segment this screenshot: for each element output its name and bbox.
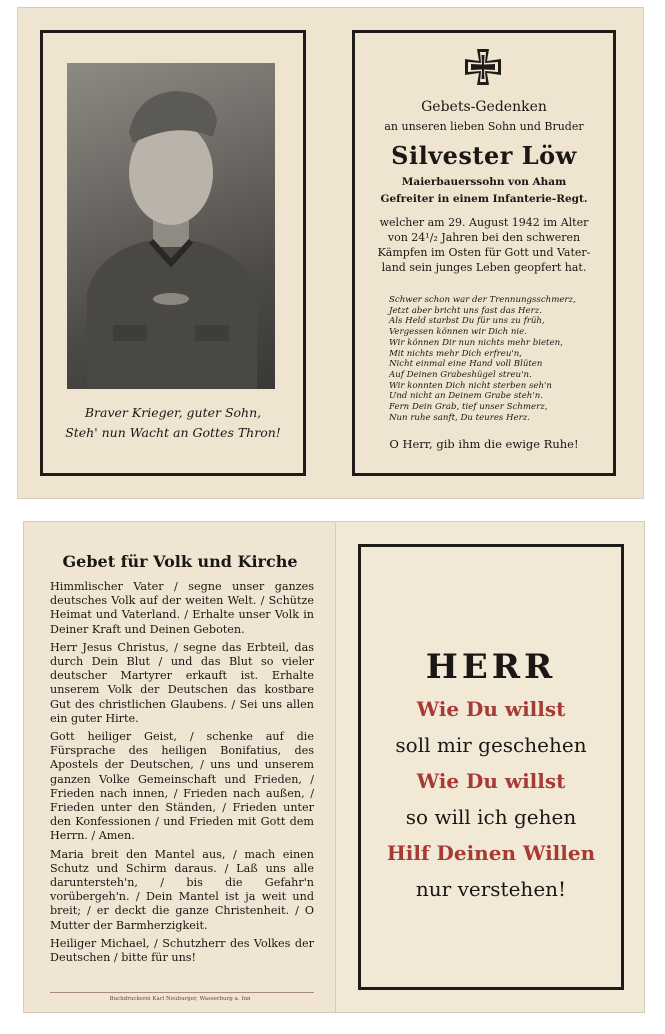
prayer-text: [50, 580, 314, 969]
herr-heading: HERR: [425, 647, 557, 687]
dedication-line: an unseren lieben Sohn und Bruder: [384, 120, 584, 133]
prayer-paragraph: Heiliger Michael, / Schutzherr des Volkes der Deutschen / bitte für uns!: [50, 936, 314, 965]
death-line: von 24¹/₂ Jahren bei den schweren: [387, 231, 581, 244]
death-notice: [369, 215, 599, 275]
photo-caption: [43, 403, 303, 443]
soldier-silhouette: [67, 63, 275, 389]
memorial-card-front: [18, 8, 643, 498]
poem-line: Auf Deinen Grabeshügel streu'n.: [389, 369, 532, 380]
motto-line: nur verstehen!: [415, 877, 567, 901]
motto-line: soll mir geschehen: [395, 733, 587, 757]
origin-line: Maierbauerssohn von Aham: [401, 176, 567, 188]
motto-line-red: Hilf Deinen Willen: [386, 841, 596, 865]
rank-line: Gefreiter in einem Infanterie-Regt.: [380, 193, 588, 205]
iron-cross-icon: [463, 47, 503, 87]
prayer-paragraph: Himmlischer Vater / segne unser ganzes deutsches Volk auf der weiten Welt. / Schütze Heimat und Vaterland. / Erhalte unser Volk in Deiner Kraft und Deinen Geboten.: [50, 580, 314, 636]
deceased-name: Silvester Löw: [391, 141, 577, 170]
prayer-paragraph: Gott heiliger Geist, / schenke auf die Fürsprache des heiligen Bonifatius, des Apostels der Deutschen, / uns und unserem ganzen Volke Gemeinschaft und Frieden, / Frieden nach innen, / Frieden nach außen, / Frieden unter den Ständen, / Frieden unter den Konfessionen / und Frieden mit Gott dem Herrn. / Amen.: [50, 730, 314, 843]
motto-line: so will ich gehen: [405, 805, 577, 829]
death-line: land sein junges Leben geopfert hat.: [381, 261, 587, 274]
prayer-paragraph: Herr Jesus Christus, / segne das Erbteil, das durch Dein Blut / und das Blut so vieler deutscher Martyrer erkauft ist. Erhalte unserem Volk der Deutschen das kostbare Gut des christlichen Glaubens. / Sei uns allen ein guter Hirte.: [50, 640, 314, 725]
caption-line-2: Steh' nun Wacht an Gottes Thron!: [65, 425, 281, 440]
poem-line: Schwer schon war der Trennungsschmerz,: [389, 295, 576, 305]
motto-line-red: Wie Du willst: [416, 769, 566, 793]
gebets-gedenken-heading: Gebets-Gedenken: [421, 99, 547, 115]
motto-line-red: Wie Du willst: [416, 697, 566, 721]
poem-line: Vergessen können wir Dich nie.: [389, 327, 527, 338]
prayer-card-back: [24, 522, 336, 1012]
poem-line: Und nicht an Deinem Grabe steh'n.: [389, 391, 543, 402]
memorial-poem: [389, 295, 603, 423]
prayer-title: Gebet für Volk und Kirche: [62, 552, 298, 571]
memorial-text-frame: [352, 30, 616, 476]
poem-line: Fern Dein Grab, tief unser Schmerz,: [389, 402, 548, 413]
caption-line-1: Braver Krieger, guter Sohn,: [84, 405, 262, 420]
death-line: Kämpfen im Osten für Gott und Vater-: [377, 246, 591, 259]
closing-prayer-line: O Herr, gib ihm die ewige Ruhe!: [389, 437, 579, 451]
motto-card: [336, 522, 644, 1012]
poem-line: Mit nichts mehr Dich erfreu'n,: [389, 348, 523, 359]
printer-divider: [50, 992, 314, 993]
death-line: welcher am 29. August 1942 im Alter: [379, 216, 589, 229]
photo-panel-frame: [40, 30, 306, 476]
poem-line: Nicht einmal eine Hand voll Blüten: [389, 359, 543, 370]
poem-line: Wir können Dir nun nichts mehr bieten,: [389, 337, 563, 348]
prayer-paragraph: Maria breit den Mantel aus, / mach einen Schutz und Schirm daraus. / Laß uns alle daruntersteh'n, / bis die Gefahr'n vorübergeh'n. / Dein Mantel ist ja weit und breit; / er deckt die ganze Christenheit. / O Mutter der Barmherzigkeit.: [50, 847, 314, 932]
poem-line: Nun ruhe sanft, Du teures Herz.: [389, 412, 530, 423]
poem-line: Jetzt aber bricht uns fast das Herz.: [389, 305, 542, 316]
motto-frame: [358, 544, 624, 990]
printer-imprint: Buchdruckerei Karl Neuburger, Wasserburg a. Inn: [109, 996, 251, 1002]
poem-line: Als Held starbst Du für uns zu früh,: [389, 316, 545, 327]
soldier-portrait-photo: [67, 63, 275, 389]
poem-line: Wir konnten Dich nicht sterben seh'n: [389, 380, 552, 391]
